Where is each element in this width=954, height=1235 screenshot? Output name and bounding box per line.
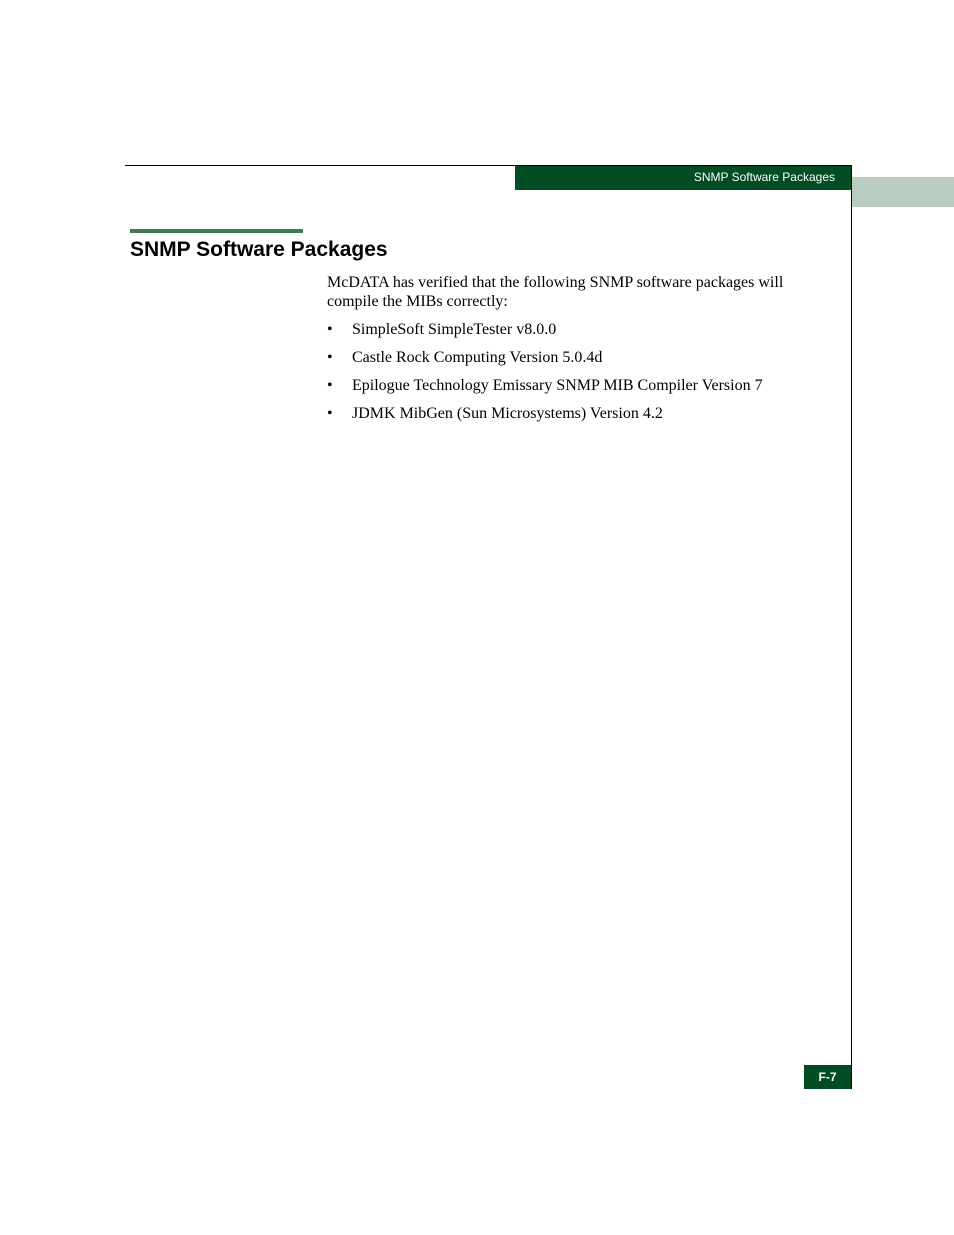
list-item-text: SimpleSoft SimpleTester v8.0.0 <box>352 321 557 338</box>
intro-paragraph: McDATA has verified that the following SNMP software packages will compile the MIBs correctly: <box>327 274 784 310</box>
list-item-text: JDMK MibGen (Sun Microsystems) Version 4.2 <box>352 405 663 422</box>
list-item-text: Castle Rock Computing Version 5.0.4d <box>352 349 603 366</box>
bullet-icon: • <box>327 405 333 422</box>
page-edge-tab <box>852 177 954 207</box>
bullet-icon: • <box>327 349 333 366</box>
section-title: SNMP Software Packages <box>130 238 388 261</box>
page-number: F-7 <box>804 1065 851 1089</box>
running-header-band <box>515 166 851 190</box>
bullet-icon: • <box>327 377 333 394</box>
running-header-title: SNMP Software Packages <box>693 170 835 184</box>
list-item-text: Epilogue Technology Emissary SNMP MIB Compiler Version 7 <box>352 377 763 394</box>
heading-accent-bar <box>130 229 303 233</box>
right-margin-rule <box>851 165 852 1089</box>
bullet-icon: • <box>327 321 333 338</box>
